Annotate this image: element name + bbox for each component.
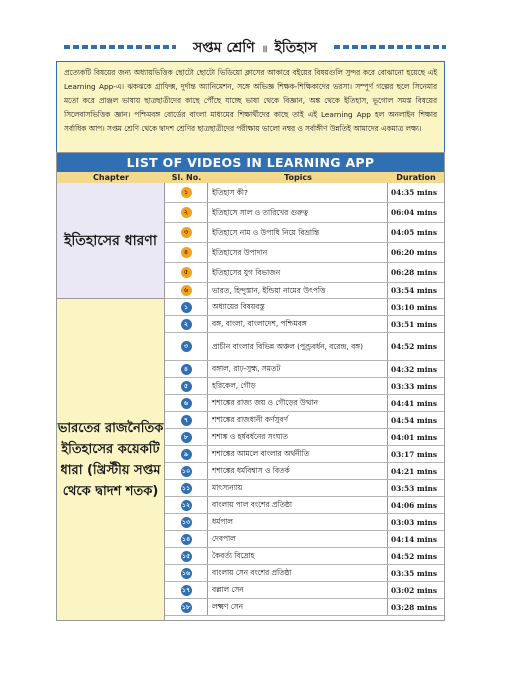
topic-cell: বাংলায় পাল বংশের প্রতিষ্ঠা bbox=[208, 497, 388, 513]
table-row bbox=[165, 223, 444, 243]
topic-cell: বল্লাল সেন bbox=[208, 582, 388, 598]
table-row bbox=[165, 263, 444, 283]
header-sl-no: Sl. No. bbox=[171, 173, 202, 182]
duration-cell: 03:10 mins bbox=[391, 302, 438, 312]
table-row bbox=[165, 582, 444, 599]
sl-no-badge: ৫ bbox=[181, 381, 192, 392]
sl-no-cell bbox=[165, 531, 208, 547]
topic-cell: ধর্মপাল bbox=[208, 514, 388, 530]
sl-no-cell bbox=[165, 361, 208, 377]
sl-no-badge: ১ bbox=[181, 187, 192, 198]
sl-no-badge: ২ bbox=[181, 207, 192, 218]
topic-cell: ইতিহাসে নাম ও উপাধি নিয়ে বিভ্রান্তি bbox=[208, 223, 388, 242]
duration-cell: 04:01 mins bbox=[391, 432, 438, 442]
topic-cell: শশাঙ্কের রাজধানী কর্ণসুবর্ণ bbox=[208, 412, 388, 428]
video-list-table bbox=[56, 152, 445, 621]
table-header-row bbox=[57, 172, 444, 183]
sl-no-cell bbox=[165, 243, 208, 262]
sl-no-cell bbox=[165, 429, 208, 445]
topic-cell: কৈবর্ত্য বিদ্রোহ bbox=[208, 548, 388, 564]
topic-cell: বাংলায় সেন বংশের প্রতিষ্ঠা bbox=[208, 565, 388, 581]
table-row bbox=[165, 548, 444, 565]
duration-cell: 03:33 mins bbox=[391, 381, 438, 391]
table-row bbox=[165, 283, 444, 299]
duration-cell: 03:54 mins bbox=[391, 286, 438, 295]
table-row bbox=[165, 361, 444, 378]
sl-no-cell bbox=[165, 203, 208, 222]
duration-cell: 03:35 mins bbox=[391, 568, 438, 578]
topic-cell: ভারত, হিন্দুস্তান, ইন্ডিয়া নামের উৎপত্তি bbox=[208, 283, 388, 298]
duration-cell: 04:54 mins bbox=[391, 415, 438, 425]
sl-no-cell bbox=[165, 223, 208, 242]
topic-cell: ইতিহাসে সাল ও তারিখের গুরুত্ব bbox=[208, 203, 388, 222]
sl-no-badge: ৮ bbox=[181, 432, 192, 443]
table-banner: LIST OF VIDEOS IN LEARNING APP bbox=[57, 153, 444, 172]
page-title bbox=[180, 36, 330, 60]
duration-cell: 04:52 mins bbox=[391, 551, 438, 561]
table-row bbox=[165, 395, 444, 412]
duration-cell: 04:06 mins bbox=[391, 500, 438, 510]
header-chapter: Chapter bbox=[93, 173, 129, 182]
intro-paragraph: প্রত্যেকটি বিষয়ের জন্য অধ্যায়ভিত্তিক ছোটো ছোটো ভিডিয়ো ক্লাসের আকারে বইয়ের বিষয়গুলি সুন্দর করে বোঝানো হয়েছে এই Learning App-এ। ঝকঝকে গ্রাফিক্স, দুর্দান্ত অ্যানিমেশন, সঙ্গে অভিজ্ঞ শিক্ষক-শিক্ষিকাদের ভরসা। সম্পূর্ণ গল্পের ছলে সিনেমার মতো করে প্রাঞ্জল ভাষায় ছাত্রছাত্রীদের কাছে পৌঁছে যাচ্ছে ভাষা থেকে বিজ্ঞান, অঙ্ক থেকে ইতিহাস, ভূগোল সমস্ত বিষয়ের সিলেবাসভিত্তিক জ্ঞান। পশ্চিমবঙ্গ বোর্ডের বাংলা মাধ্যমের শিক্ষার্থীদের কাছে তাই এই Learning App হল অনলাইন শিক্ষার সর্বাধিক আপ। সপ্তম শ্রেণি থেকে দ্বাদশ শ্রেণির ছাত্রছাত্রীদের পরীক্ষায় ভালো নম্বর ও সর্বাঙ্গীণ উন্নতিই আমাদের একমাত্র লক্ষ্য। bbox=[56, 61, 445, 162]
topic-cell: দেবপাল bbox=[208, 531, 388, 547]
sl-no-cell bbox=[165, 299, 208, 315]
table-row bbox=[165, 378, 444, 395]
table-row bbox=[165, 412, 444, 429]
duration-cell: 04:35 mins bbox=[391, 188, 438, 197]
sl-no-badge: ১৮ bbox=[181, 602, 191, 611]
topic-cell: ইতিহাসের যুগ বিভাজন bbox=[208, 263, 388, 282]
duration-cell: 04:05 mins bbox=[391, 228, 438, 237]
topic-cell: বঙ্গাল, রাঢ়-সুহ্ম, সমতট bbox=[208, 361, 388, 377]
table-row bbox=[165, 514, 444, 531]
header-topics: Topics bbox=[284, 173, 312, 182]
sl-no-cell bbox=[165, 263, 208, 282]
sl-no-badge: ১৫ bbox=[181, 551, 191, 560]
table-row bbox=[165, 599, 444, 616]
sl-no-cell bbox=[165, 183, 208, 202]
sl-no-cell bbox=[165, 446, 208, 462]
sl-no-cell bbox=[165, 412, 208, 428]
sl-no-cell bbox=[165, 333, 208, 360]
sl-no-badge: ৫ bbox=[181, 267, 192, 278]
sl-no-cell bbox=[165, 463, 208, 479]
topic-cell: লক্ষ্মণ সেন bbox=[208, 599, 388, 615]
sl-no-cell bbox=[165, 497, 208, 513]
table-row bbox=[165, 531, 444, 548]
duration-cell: 04:41 mins bbox=[391, 398, 438, 408]
sl-no-cell bbox=[165, 316, 208, 332]
table-row bbox=[165, 316, 444, 333]
sl-no-badge: ৬ bbox=[181, 398, 192, 409]
table-row bbox=[165, 429, 444, 446]
sl-no-cell bbox=[165, 582, 208, 598]
topic-cell: বঙ্গ, বাংলা, বাংলাদেশ, পশ্চিমবঙ্গ bbox=[208, 316, 388, 332]
duration-cell: 03:17 mins bbox=[391, 449, 438, 459]
sl-no-badge: ১০ bbox=[181, 466, 191, 475]
header-duration: Duration bbox=[396, 173, 436, 182]
table-row bbox=[165, 463, 444, 480]
table-row bbox=[165, 480, 444, 497]
duration-cell: 04:14 mins bbox=[391, 534, 438, 544]
sl-no-badge: ৪ bbox=[181, 364, 192, 375]
table-row bbox=[165, 333, 444, 361]
sl-no-badge: ১৪ bbox=[181, 534, 191, 543]
sl-no-cell bbox=[165, 480, 208, 496]
sl-no-cell bbox=[165, 395, 208, 411]
topic-cell: প্রাচীন বাংলার বিভিন্ন অঞ্চল (পুণ্ড্রবর্ধন, বরেন্দ্র, বঙ্গ) bbox=[208, 333, 388, 360]
sl-no-badge: ১ bbox=[181, 302, 192, 313]
sl-no-cell bbox=[165, 599, 208, 615]
sl-no-badge: ২ bbox=[181, 319, 192, 330]
table-row bbox=[165, 446, 444, 463]
duration-cell: 03:02 mins bbox=[391, 585, 438, 595]
duration-cell: 06:28 mins bbox=[391, 268, 438, 277]
sl-no-badge: ৬ bbox=[181, 285, 192, 296]
header-divider-left bbox=[64, 45, 176, 49]
table-row bbox=[165, 497, 444, 514]
chapter-cell-2: ভারতের রাজনৈতিক ইতিহাসের কয়েকটি ধারা (খ্রিস্টীয় সপ্তম থেকে দ্বাদশ শতক) bbox=[57, 299, 165, 621]
sl-no-badge: ১৭ bbox=[181, 585, 191, 594]
sl-no-badge: ১৩ bbox=[181, 517, 191, 526]
topic-cell: হরিকেল, গৌড় bbox=[208, 378, 388, 394]
sl-no-badge: ৪ bbox=[181, 247, 192, 258]
topic-cell: ইতিহাসের উপাদান bbox=[208, 243, 388, 262]
title-separator: ॥ bbox=[261, 44, 268, 55]
duration-cell: 03:51 mins bbox=[391, 319, 438, 329]
topic-cell: শশাঙ্কের আমলে বাংলার অর্থনীতি bbox=[208, 446, 388, 462]
sl-no-cell bbox=[165, 565, 208, 581]
table-row bbox=[165, 183, 444, 203]
topic-cell: শশাঙ্ক ও হর্ষবর্ধনের সংঘাত bbox=[208, 429, 388, 445]
table-row bbox=[165, 565, 444, 582]
duration-cell: 04:21 mins bbox=[391, 466, 438, 476]
duration-cell: 03:28 mins bbox=[391, 602, 438, 612]
duration-cell: 03:53 mins bbox=[391, 483, 438, 493]
chapter-cell-1: ইতিহাসের ধারণা bbox=[57, 183, 165, 299]
sl-no-cell bbox=[165, 283, 208, 298]
duration-cell: 04:52 mins bbox=[391, 342, 438, 351]
table-row bbox=[165, 203, 444, 223]
sl-no-badge: ১৬ bbox=[181, 568, 191, 577]
sl-no-cell bbox=[165, 378, 208, 394]
topic-cell: ইতিহাস কী? bbox=[208, 183, 388, 202]
sl-no-badge: ৩ bbox=[181, 341, 192, 352]
duration-cell: 03:03 mins bbox=[391, 517, 438, 527]
sl-no-cell bbox=[165, 514, 208, 530]
page-header bbox=[0, 36, 512, 58]
table-row bbox=[165, 243, 444, 263]
topic-cell: মাৎস্যন্যায় bbox=[208, 480, 388, 496]
sl-no-badge: ৭ bbox=[181, 415, 192, 426]
topic-cell: অধ্যায়ের বিষয়বস্তু bbox=[208, 299, 388, 315]
sl-no-badge: ৯ bbox=[181, 449, 192, 460]
sl-no-badge: ১২ bbox=[181, 500, 191, 509]
title-subject: ইতিহাস bbox=[274, 40, 317, 56]
duration-cell: 06:04 mins bbox=[391, 208, 438, 217]
duration-cell: 04:32 mins bbox=[391, 364, 438, 374]
table-row bbox=[165, 299, 444, 316]
title-class: সপ্তম শ্রেণি bbox=[193, 40, 255, 56]
topic-cell: শশাঙ্কের ধর্মবিশ্বাস ও বিতর্ক bbox=[208, 463, 388, 479]
sl-no-badge: ১১ bbox=[181, 483, 191, 492]
sl-no-badge: ৩ bbox=[181, 227, 192, 238]
header-divider-right bbox=[334, 45, 446, 49]
topic-cell: শশাঙ্কের রাজ্য জয় ও গৌড়ের উত্থান bbox=[208, 395, 388, 411]
duration-cell: 06:20 mins bbox=[391, 248, 438, 257]
sl-no-cell bbox=[165, 548, 208, 564]
